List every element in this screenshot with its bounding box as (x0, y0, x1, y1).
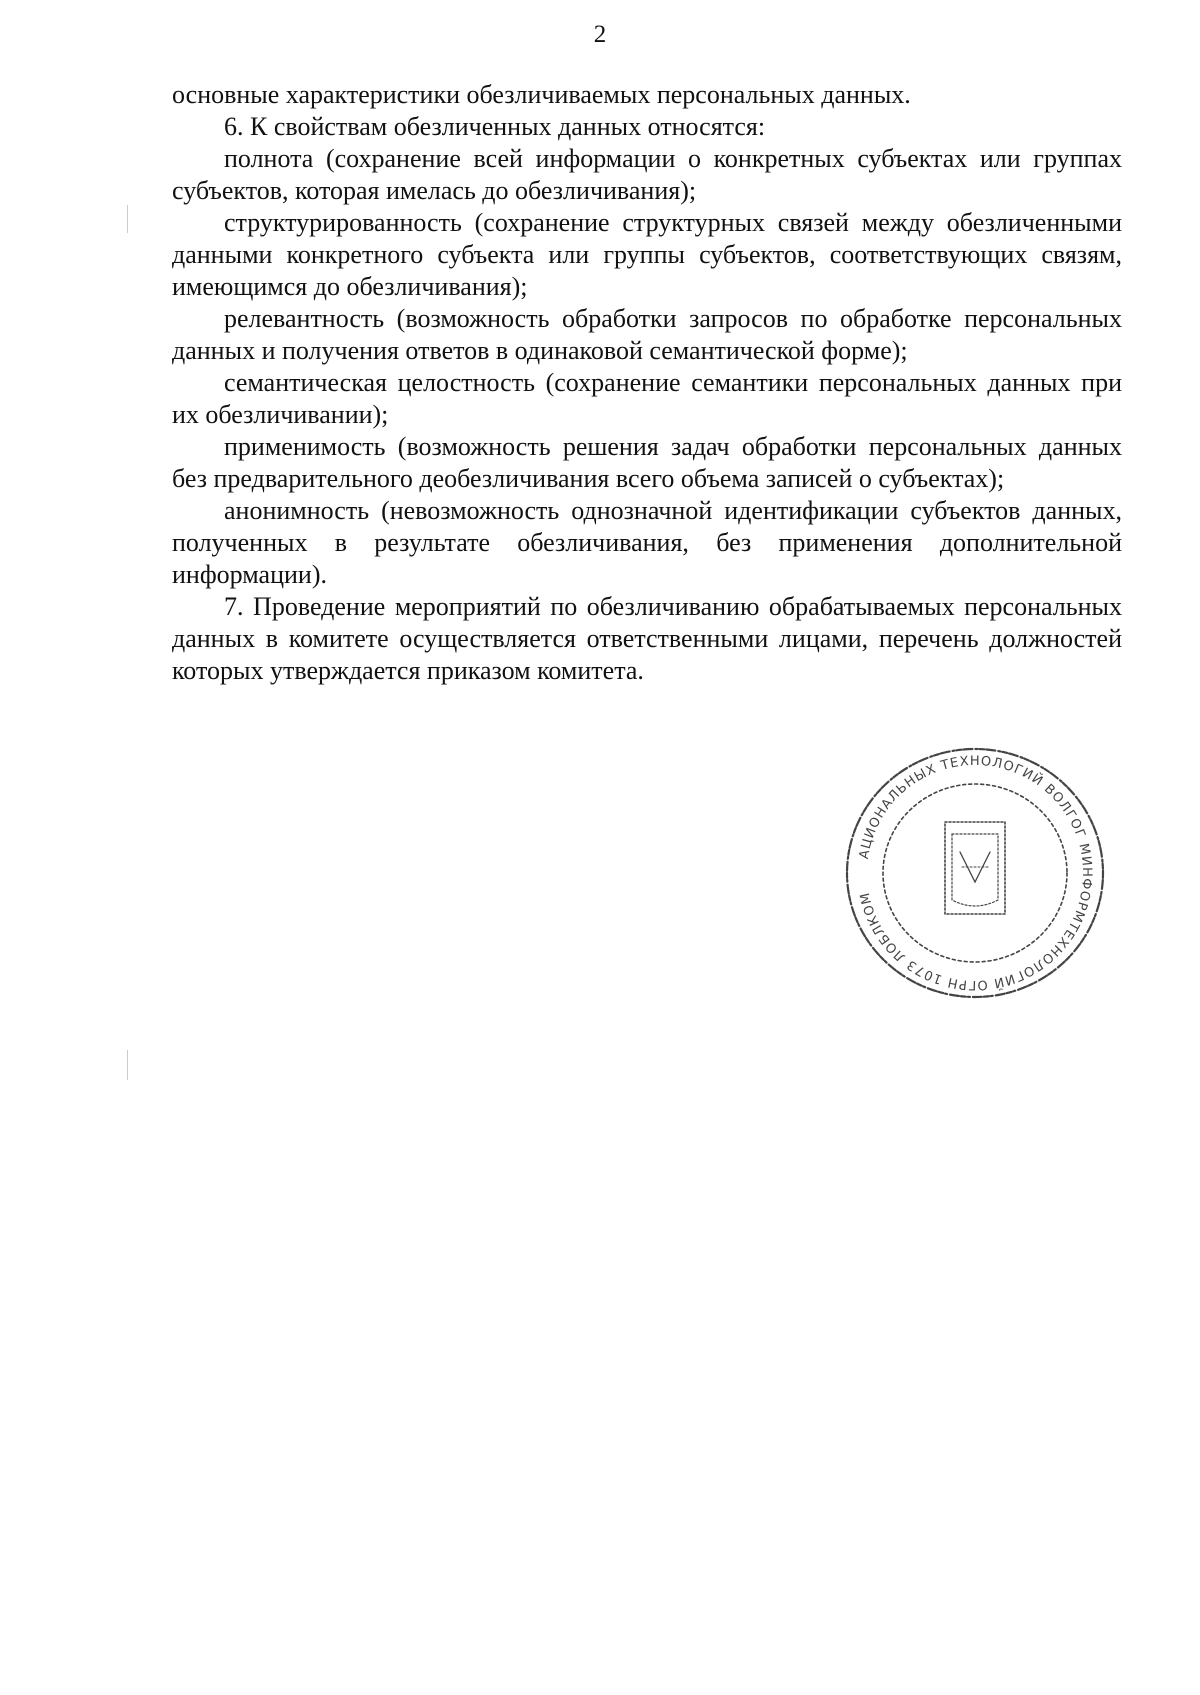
paragraph-continuation: основные характеристики обезличиваемых персональных данных. (172, 80, 911, 109)
paragraph-item-6: 6. К свойствам обезличенных данных относятся: (224, 112, 766, 141)
paragraph-applicability: применимость (возможность решения задач обработки персональных данных без предварительного деобезличивания всего объема записей о субъектах); (172, 432, 1122, 493)
scan-artifact-mark (127, 205, 128, 233)
official-seal-stamp (840, 742, 1110, 1004)
paragraph-completeness: полнота (сохранение всей информации о конкретных субъектах или группах субъектов, которая имелась до обезличивания); (172, 144, 1122, 205)
scan-artifact-mark (127, 1050, 128, 1080)
page-number: 2 (593, 21, 607, 48)
paragraph-semantic-integrity: семантическая целостность (сохранение семантики персональных данных при их обезличивании); (172, 368, 1122, 429)
paragraph-structuredness: структурированность (сохранение структурных связей между обезличенными данными конкретного субъекта или группы субъектов, соответствующих связям, имеющимся до обезличивания); (172, 208, 1122, 301)
paragraph-relevance: релевантность (возможность обработки запросов по обработке персональных данных и получения ответов в одинаковой семантической форме); (172, 304, 1122, 365)
document-body (172, 79, 1122, 687)
seal-text: АЦИОНАЛЬНЫХ ТЕХНОЛОГИЙ ВОЛГОГ МИНФОРМТЕХНОЛОГИЙ ОГРН 1073 ЛОБЛКОМ (856, 753, 1095, 993)
paragraph-anonymity: анонимность (невозможность однозначной идентификации субъектов данных, полученных в результате обезличивания, без применения дополнительной информации). (172, 496, 1122, 589)
paragraph-item-7: 7. Проведение мероприятий по обезличиванию обрабатываемых персональных данных в комитете осуществляется ответственными лицами, перечень должностей которых утверждается приказом комитета. (172, 592, 1122, 685)
